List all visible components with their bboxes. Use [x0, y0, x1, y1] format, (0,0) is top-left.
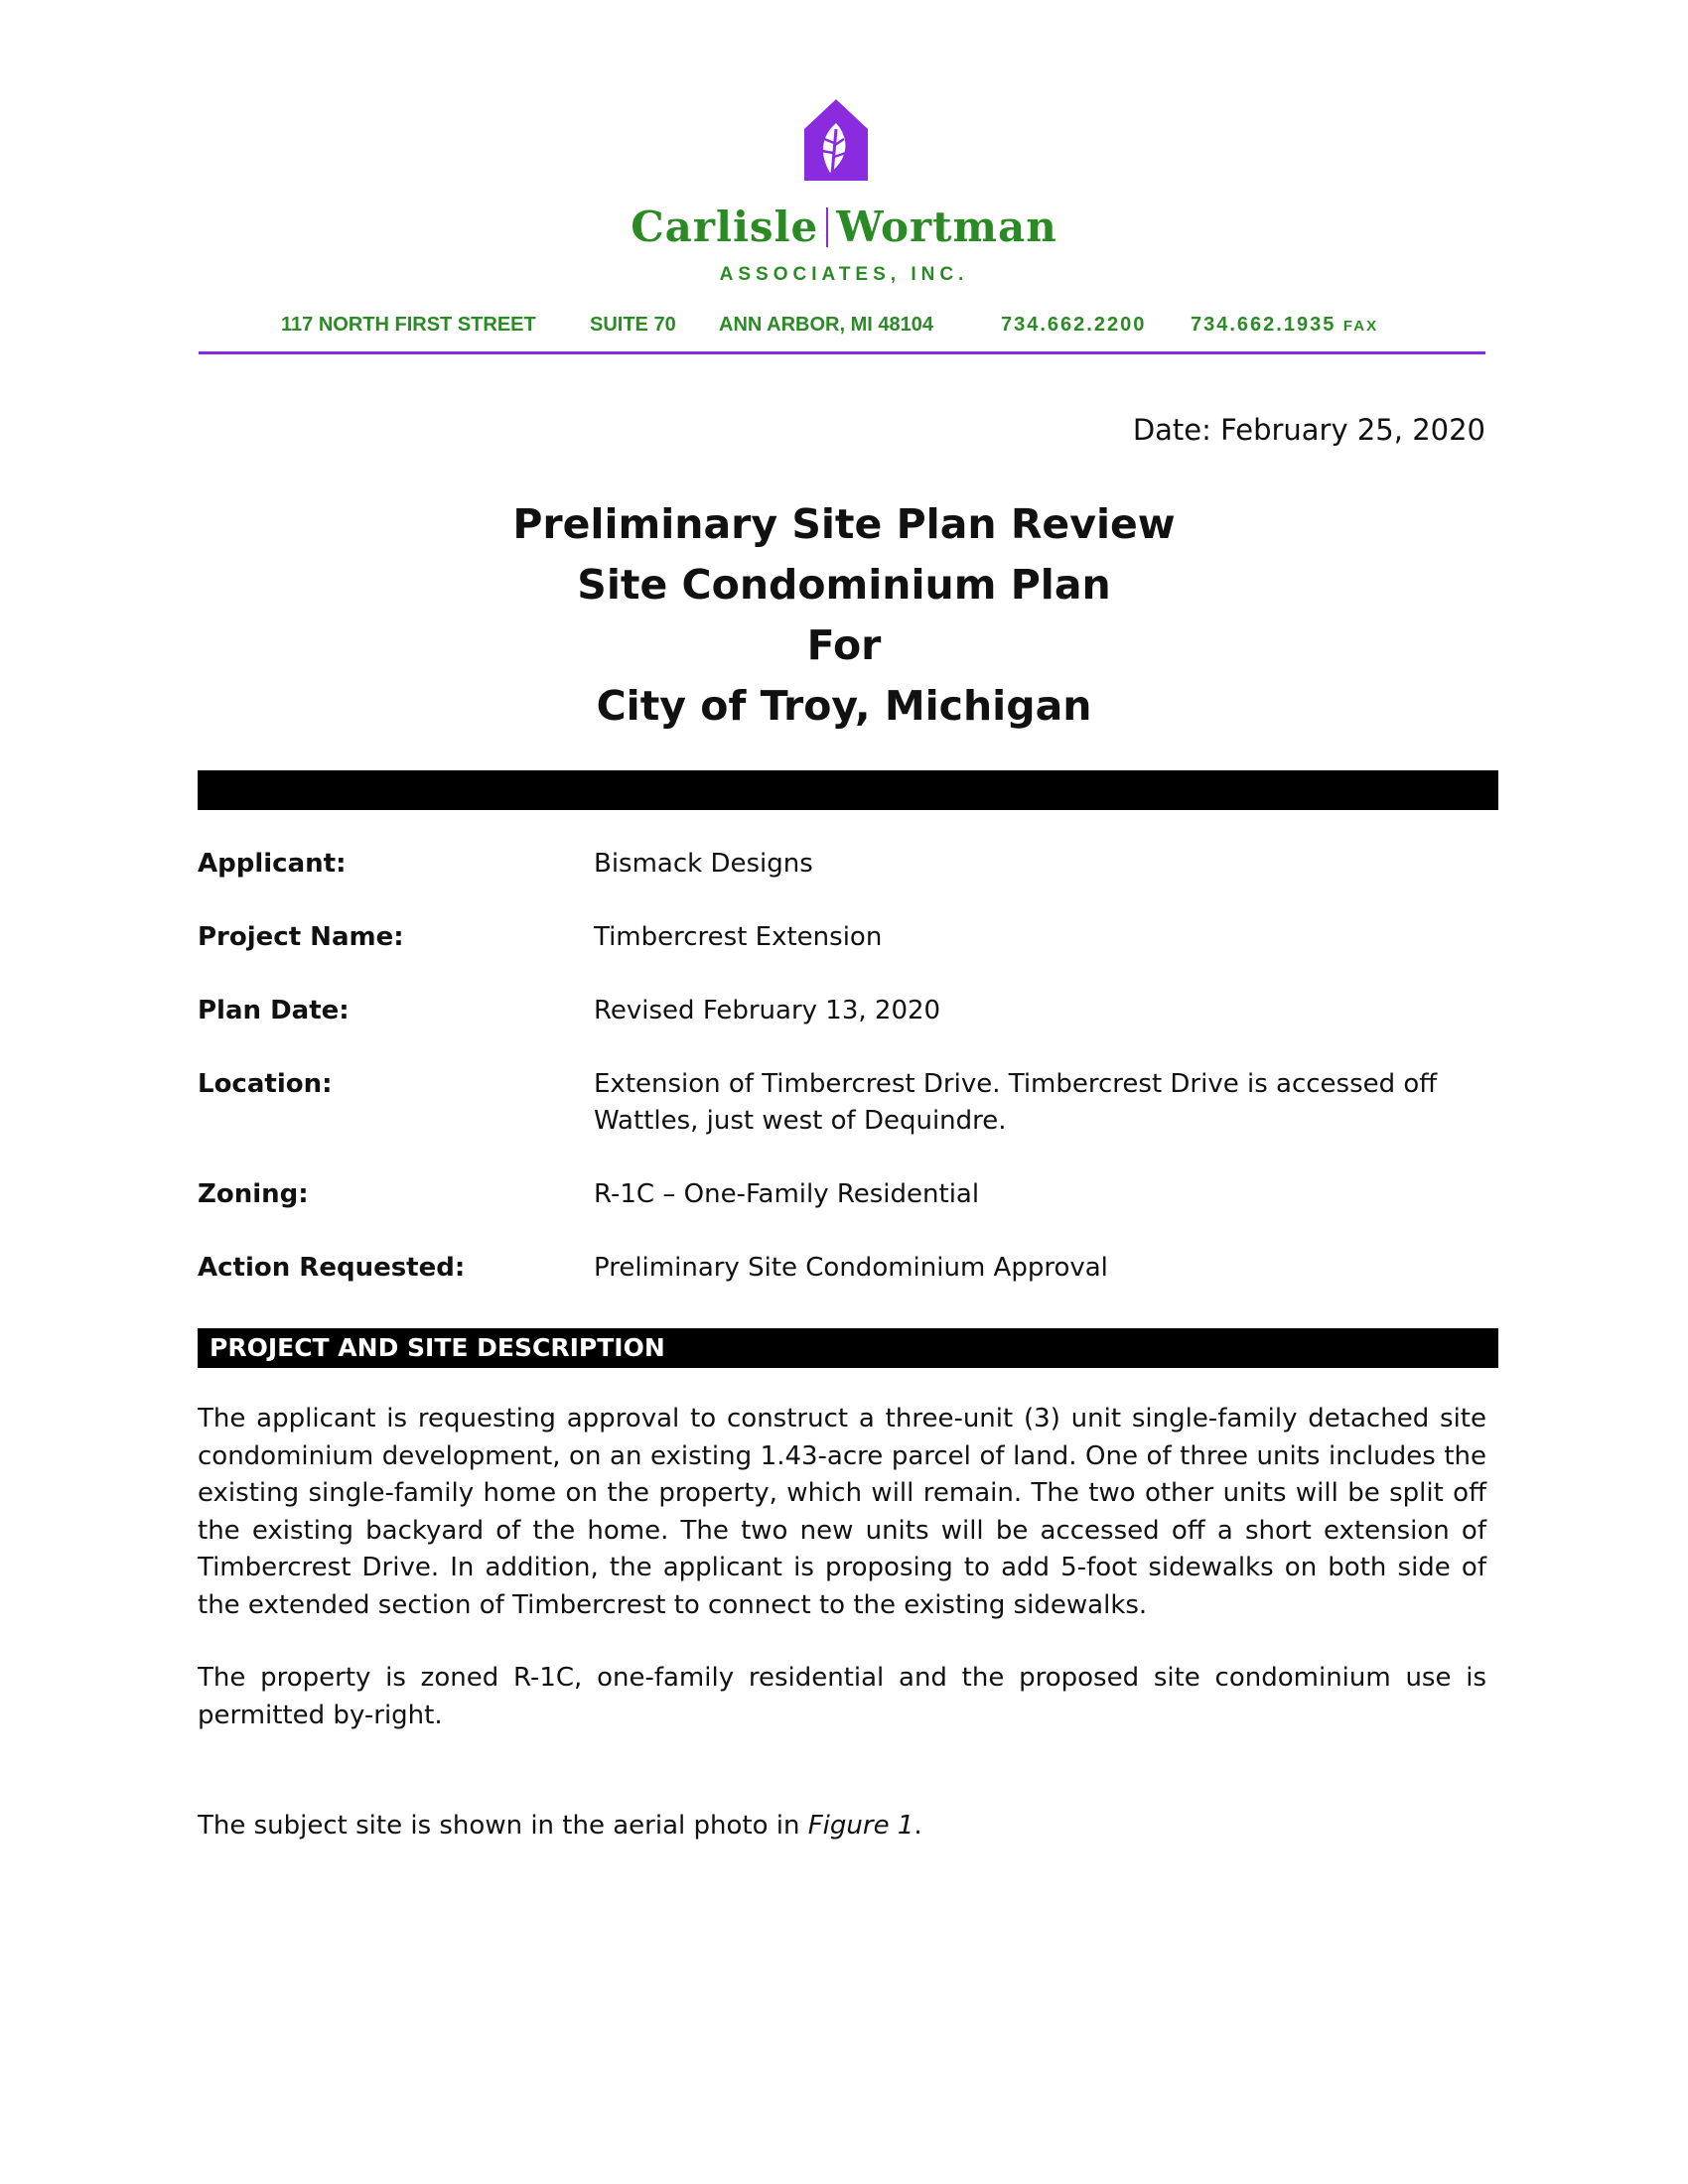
address-street: 117 NORTH FIRST STREET: [281, 314, 536, 336]
field-label-location: Location:: [198, 1069, 333, 1099]
address-city: ANN ARBOR, MI 48104: [719, 314, 933, 336]
title-line: City of Troy, Michigan: [596, 682, 1092, 730]
fax-label: FAX: [1342, 318, 1379, 335]
field-label-plan-date: Plan Date:: [198, 996, 350, 1025]
section-heading: PROJECT AND SITE DESCRIPTION: [198, 1328, 1498, 1368]
field-value-location: Extension of Timbercrest Drive. Timbercrest Drive is accessed off Wattles, just west of Dequindre.: [594, 1069, 1438, 1136]
field-value-action-requested: Preliminary Site Condominium Approval: [594, 1253, 1108, 1283]
field-value-zoning: R-1C – One-Family Residential: [594, 1179, 980, 1209]
figure-reference-text: The subject site is shown in the aerial photo in: [198, 1811, 808, 1841]
phone-number: 734.662.2200: [1001, 314, 1147, 336]
title-line: Preliminary Site Plan Review: [512, 500, 1176, 548]
brand-separator: [826, 207, 828, 247]
paragraph-zoning: The property is zoned R-1C, one-family residential and the proposed site condominium use is permitted by-right.: [198, 1663, 1486, 1730]
field-label-action-requested: Action Requested:: [198, 1253, 466, 1283]
document-date: Date: February 25, 2020: [1132, 413, 1485, 447]
title-line: For: [806, 621, 882, 669]
field-value-project-name: Timbercrest Extension: [594, 922, 883, 952]
field-label-zoning: Zoning:: [198, 1179, 309, 1209]
field-label-applicant: Applicant:: [198, 849, 347, 879]
field-label-project-name: Project Name:: [198, 922, 404, 952]
brand-name-right: Wortman: [836, 203, 1057, 251]
brand-name-left: Carlisle: [631, 203, 819, 251]
figure-reference-link: Figure 1: [807, 1811, 914, 1841]
title-divider-bar: [198, 770, 1498, 810]
fax-line: [1191, 314, 1378, 337]
figure-reference-end: .: [914, 1811, 922, 1841]
fax-number: 734.662.1935: [1191, 314, 1336, 336]
title-line: Site Condominium Plan: [577, 561, 1111, 609]
address-suite: SUITE 70: [590, 314, 676, 336]
document-title: [0, 494, 1688, 737]
brand-name: [0, 203, 1688, 251]
paragraph-figure-reference: [198, 1808, 1486, 1845]
brand-subtitle: ASSOCIATES, INC.: [719, 264, 969, 285]
field-value-plan-date: Revised February 13, 2020: [594, 996, 941, 1025]
field-value-applicant: Bismack Designs: [594, 849, 813, 879]
paragraph-project-description: The applicant is requesting approval to construct a three-unit (3) unit single-family detached site condominium development, on an existing 1.43-acre parcel of land. One of three units includes the existing single-family home on the property, which will remain. The two other units will be split off the existing backyard of the home. The two new units will be accessed off a short extension of Timbercrest Drive. In addition, the applicant is proposing to add 5-foot sidewalks on both side of the extended section of Timbercrest to connect to the existing sidewalks.: [198, 1404, 1486, 1620]
letterhead-divider: [199, 351, 1485, 354]
leaf-house-logo-icon: [800, 95, 872, 185]
